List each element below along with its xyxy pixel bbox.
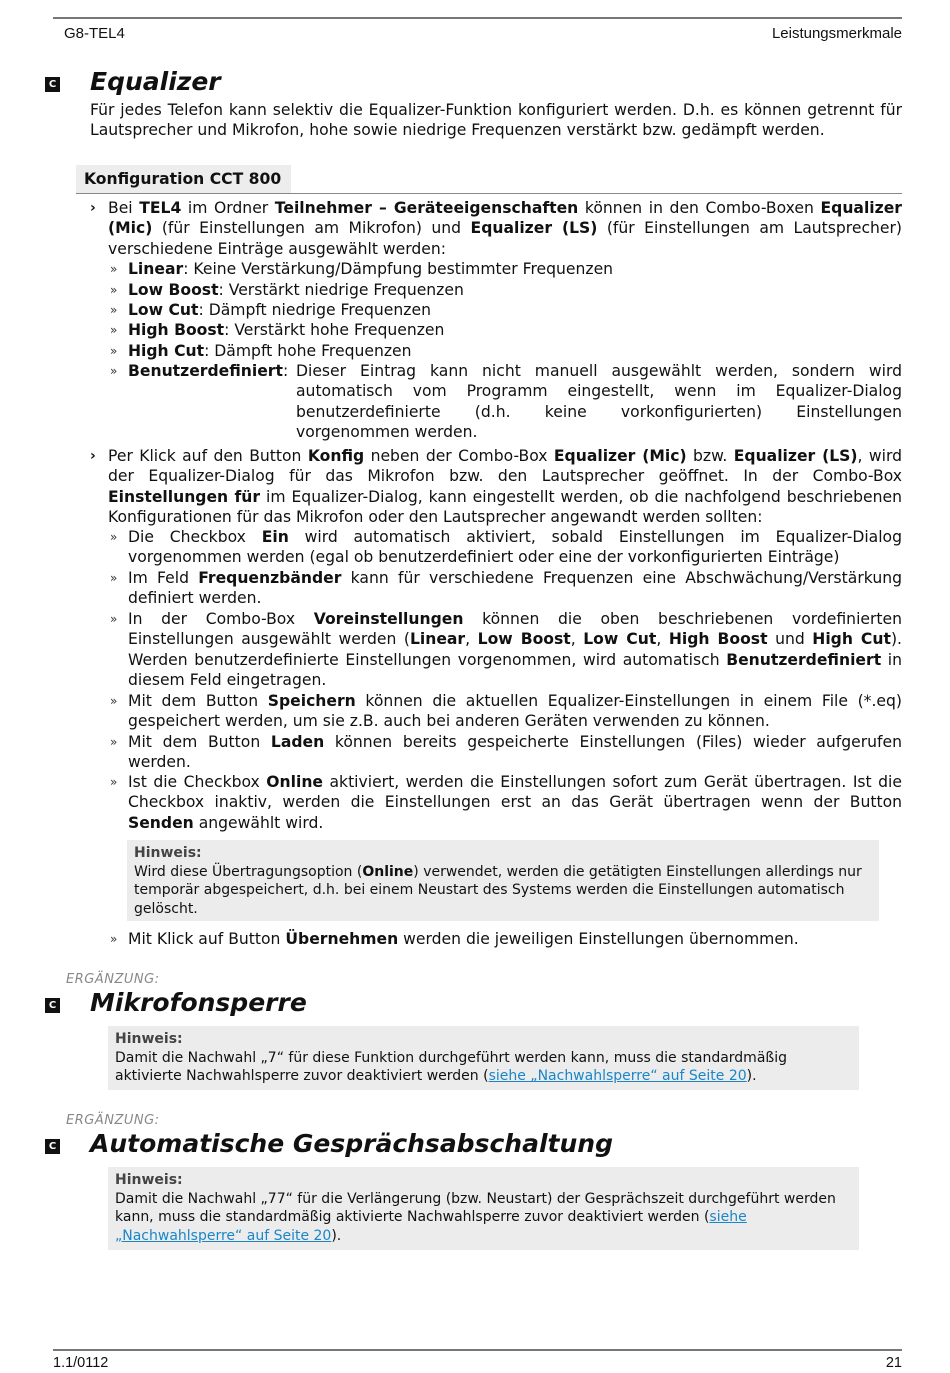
section-marker-equalizer: C xyxy=(45,77,60,92)
heading-mikrofonsperre: Mikrofonsperre xyxy=(90,988,307,1017)
t: (für Einstellungen am Mikrofon) und xyxy=(152,219,471,238)
ergaenzung-label: ERGÄNZUNG: xyxy=(66,972,160,987)
t: Bei xyxy=(108,199,140,217)
section-marker-mikro: C xyxy=(45,998,60,1013)
t-bold: Einstellungen für xyxy=(108,487,261,506)
link-nachwahlsperre[interactable]: siehe „Nachwahlsperre“ auf Seite 20 xyxy=(488,1068,747,1085)
option-desc: : Verstärkt hohe Frequenzen xyxy=(224,321,445,339)
t-bold: Benutzerdefiniert xyxy=(726,650,882,669)
option-term: Benutzerdefiniert xyxy=(128,362,283,380)
step-arrow-icon: › xyxy=(90,200,96,216)
sub-arrow-icon: » xyxy=(110,932,118,946)
sub-arrow-icon: » xyxy=(110,612,118,626)
option-desc: : Dämpft hohe Frequenzen xyxy=(204,342,412,360)
t: können in den Combo-Boxen xyxy=(578,199,821,217)
note-text xyxy=(115,1190,852,1246)
t: bzw. xyxy=(686,447,734,465)
t-bold: Ein xyxy=(261,528,289,546)
t: ) verwendet, werden die getätigten Einstellungen allerdings nur temporär abgespeichert, d.h. bei einem Neustart des Systems werden die Einstellungen automatisch gelöscht. xyxy=(134,863,862,917)
sub-arrow-icon: » xyxy=(110,323,118,337)
t: , xyxy=(656,630,669,649)
sub-item-ein xyxy=(128,527,902,568)
option-item xyxy=(128,280,902,300)
t: Per Klick auf den Button xyxy=(108,447,308,465)
option-term: Linear xyxy=(128,260,184,278)
t: aktiviert, werden die Einstellungen sofort zum Gerät übertragen. Ist die Checkbox inaktiv, werden die Einstellungen erst an das Gerät übertragen wenn der Button xyxy=(128,773,902,812)
step-arrow-icon: › xyxy=(90,448,96,464)
sub-arrow-icon: » xyxy=(110,364,118,378)
note-text xyxy=(115,1049,852,1086)
step2-text xyxy=(108,446,902,528)
option-term: Low Boost xyxy=(128,281,219,299)
t-bold: Voreinstellungen xyxy=(313,610,464,628)
t: ). Werden benutzerdefinierte Einstellungen vorgenommen, wird automatisch xyxy=(128,630,902,669)
option-term: High Boost xyxy=(128,321,225,339)
t: Damit die Nachwahl „77“ für die Verlängerung (bzw. Neustart) der Gesprächszeit durchgeführt werden kann, muss die standardmäßig aktivierte Nachwahlsperre zuvor deaktiviert werden ( xyxy=(115,1190,836,1226)
sub-arrow-icon: » xyxy=(110,735,118,749)
header-left: G8-TEL4 xyxy=(64,25,125,42)
t: ). xyxy=(746,1068,757,1085)
option-item xyxy=(128,259,902,279)
option-desc: : Keine Verstärkung/Dämpfung bestimmter Frequenzen xyxy=(183,260,614,278)
t: können die aktuellen Equalizer-Einstellungen in einem File (*.eq) gespeichert werden, um sie z.B. auch bei anderen Geräten verwenden zu können. xyxy=(128,692,902,731)
t: Damit die Nachwahl „7“ für diese Funktion durchgeführt werden kann, muss die standardmäßig aktivierte Nachwahlsperre zuvor deaktiviert werden ( xyxy=(115,1049,787,1085)
t: Wird diese Übertragungsoption ( xyxy=(134,863,363,880)
t-bold: Online xyxy=(362,863,414,880)
config-title: Konfiguration CCT 800 xyxy=(76,165,291,193)
t: im Equalizer-Dialog, kann eingestellt werden, ob die nachfolgend beschriebenen Konfigurationen für das Mikrofon oder den Lautsprecher angewandt werden sollten: xyxy=(108,487,902,527)
ergaenzung-label: ERGÄNZUNG: xyxy=(66,1113,160,1128)
heading-gespraechsabschaltung: Automatische Gesprächsabschaltung xyxy=(90,1129,613,1158)
equalizer-intro: Für jedes Telefon kann selektiv die Equalizer-Funktion konfiguriert werden. D.h. es können getrennt für Lautsprecher und Mikrofon, hohe sowie niedrige Frequenzen verstärkt bzw. gedämpft werden. xyxy=(90,101,902,140)
sub-arrow-icon: » xyxy=(110,262,118,276)
t: Mit dem Button xyxy=(128,733,271,751)
option-desc-long: Dieser Eintrag kann nicht manuell ausgewählt werden, sondern wird automatisch vom Programm eingestellt, wenn im Equalizer-Dialog benutzerdefinierte (d.h. keine vorkonfigurierten) Einstellungen vorgenommen werden. xyxy=(296,362,902,442)
note-title: Hinweis: xyxy=(134,845,202,861)
sub-arrow-icon: » xyxy=(110,344,118,358)
t-bold: High Cut xyxy=(812,630,891,649)
t: Mit Klick auf Button xyxy=(128,930,286,948)
t: Im Feld xyxy=(128,569,199,587)
sub-arrow-icon: » xyxy=(110,283,118,297)
t: , wird der Equalizer-Dialog für das Mikrofon bzw. den Lautsprecher geöffnet. In der Combo-Box xyxy=(108,447,902,486)
section-marker-auto: C xyxy=(45,1139,60,1154)
sub-arrow-icon: » xyxy=(110,571,118,585)
t: , xyxy=(570,630,584,649)
t-bold: Online xyxy=(266,773,323,791)
t: kann für verschiedene Frequenzen eine Abschwächung/Verstärkung definiert werden. xyxy=(128,569,902,608)
t: Ist die Checkbox xyxy=(128,773,267,791)
sub-item-laden xyxy=(128,732,902,773)
config-box xyxy=(76,165,902,194)
header-rule xyxy=(53,17,902,19)
option-desc: : Verstärkt niedrige Frequenzen xyxy=(218,281,464,299)
t-bold: Low Boost xyxy=(477,630,571,649)
t: wird automatisch aktiviert, sobald Einstellungen im Equalizer-Dialog vorgenommen werden (egal ob benutzerdefiniert oder eine der vorkonfigurierten Einträge) xyxy=(128,528,902,567)
sub-item-uebernehmen xyxy=(128,929,902,949)
note-online xyxy=(127,840,879,921)
t-bold: Senden xyxy=(128,813,194,832)
option-desc: : xyxy=(282,362,289,380)
t: Mit dem Button xyxy=(128,692,268,710)
t: In der Combo-Box xyxy=(128,610,314,628)
option-desc: : Dämpft niedrige Frequenzen xyxy=(198,301,431,319)
t-bold: Laden xyxy=(270,733,325,751)
t: angewählt wird. xyxy=(193,813,324,832)
option-term: High Cut xyxy=(128,342,205,360)
note-text xyxy=(134,863,872,919)
option-item xyxy=(128,341,902,361)
t: neben der Combo-Box xyxy=(364,447,554,465)
note-title: Hinweis: xyxy=(115,1172,183,1188)
t-bold: Übernehmen xyxy=(285,930,399,948)
sub-arrow-icon: » xyxy=(110,530,118,544)
sub-arrow-icon: » xyxy=(110,694,118,708)
t: Die Checkbox xyxy=(128,528,262,546)
sub-item-frequenz xyxy=(128,568,902,609)
t-bold: Low Cut xyxy=(583,630,657,649)
page-number: 21 xyxy=(885,1355,902,1371)
link-nachwahlsperre[interactable]: siehe „Nachwahlsperre“ auf Seite 20 xyxy=(115,1209,747,1244)
t-bold: Frequenzbänder xyxy=(198,569,342,587)
t-bold: TEL4 xyxy=(139,199,182,217)
t: in diesem Feld eingetragen. xyxy=(128,650,902,690)
sub-item-online xyxy=(128,772,902,833)
sub-arrow-icon: » xyxy=(110,775,118,789)
sub-arrow-icon: » xyxy=(110,303,118,317)
t-bold: Equalizer (LS) xyxy=(733,447,858,465)
t: können die oben beschriebenen vordefinierten Einstellungen ausgewählt werden ( xyxy=(128,610,902,649)
t-bold: Speichern xyxy=(267,692,356,710)
t: , xyxy=(465,630,478,649)
t-bold: Equalizer (LS) xyxy=(470,219,598,238)
heading-equalizer: Equalizer xyxy=(90,67,221,96)
note-gespraechsabschaltung xyxy=(108,1167,859,1250)
t: im Ordner xyxy=(181,199,275,217)
t-bold: Linear xyxy=(409,630,466,649)
footer-rule xyxy=(53,1349,902,1351)
option-term: Low Cut xyxy=(128,301,199,319)
t: und xyxy=(767,630,813,649)
t-bold: High Boost xyxy=(668,630,768,649)
t-bold: Equalizer (Mic) xyxy=(553,447,687,465)
t-bold: Equalizer (Mic) xyxy=(108,199,902,238)
header-right: Leistungsmerkmale xyxy=(771,25,902,42)
t: können bereits gespeicherte Einstellungen (Files) wieder aufgerufen werden. xyxy=(128,733,902,772)
sub-item-speichern xyxy=(128,691,902,732)
t: (für Einstellungen am Lautsprecher) verschiedene Einträge ausgewählt werden: xyxy=(108,219,902,258)
sub-item-voreinstellungen xyxy=(128,609,902,691)
option-item xyxy=(128,320,902,340)
option-item xyxy=(128,300,902,320)
option-item xyxy=(128,361,298,381)
note-mikrofonsperre xyxy=(108,1026,859,1090)
t: werden die jeweiligen Einstellungen übernommen. xyxy=(398,930,799,948)
t-bold: Teilnehmer – Geräteeigenschaften xyxy=(274,199,579,217)
note-title: Hinweis: xyxy=(115,1031,183,1047)
t: ). xyxy=(331,1227,342,1244)
t-bold: Konfig xyxy=(307,447,365,465)
step1-text xyxy=(108,198,902,259)
footer-version: 1.1/0112 xyxy=(53,1355,109,1371)
